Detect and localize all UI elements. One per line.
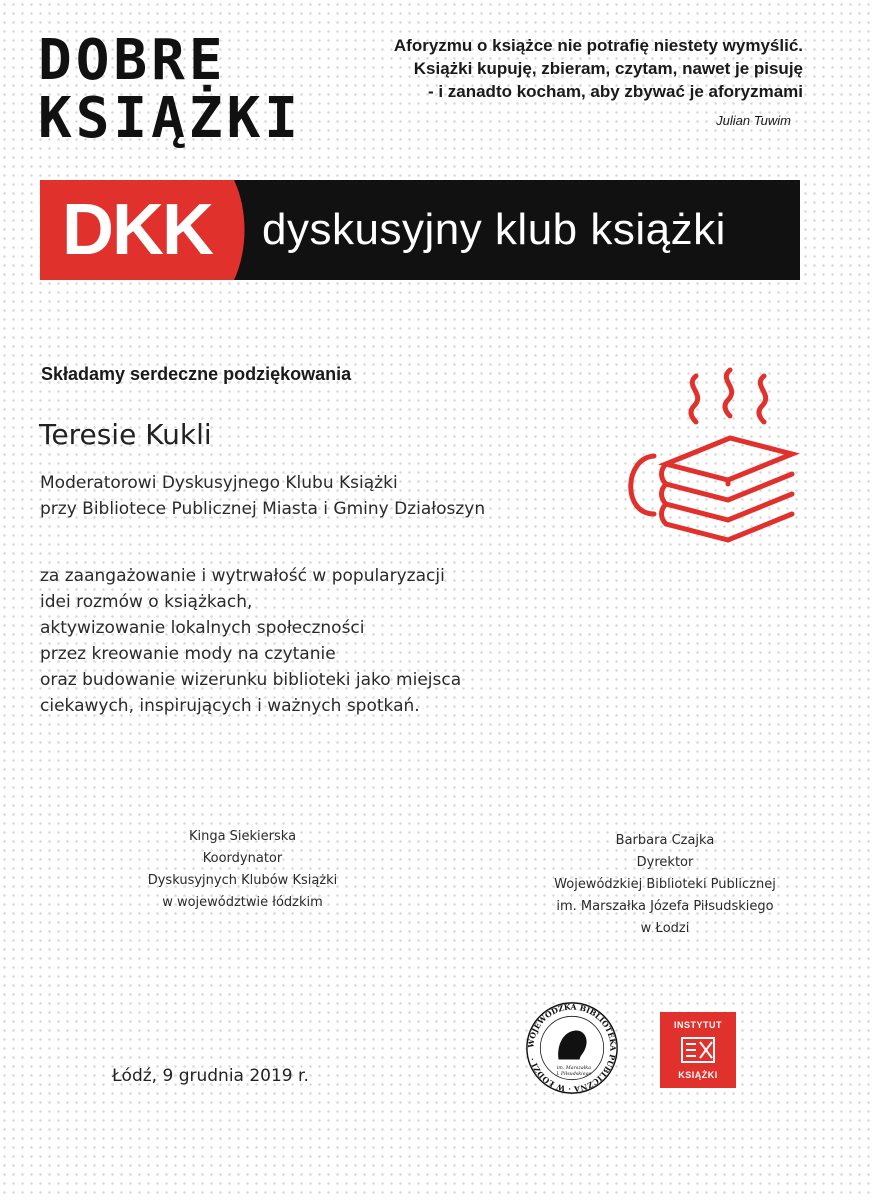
- signature-right-title: Dyrektor: [636, 855, 694, 870]
- quote-line-2: Książki kupuję, zbieram, czytam, nawet je pisuję: [413, 59, 803, 78]
- signature-right-line4: im. Marszałka Józefa Piłsudskiego: [556, 899, 774, 914]
- banner-tagline: dyskusyjny klub książki: [262, 205, 726, 254]
- signature-right-line3: Wojewódzkiej Biblioteki Publicznej: [554, 877, 776, 892]
- merits-line-2: idei rozmów o książkach,: [40, 592, 253, 612]
- merits-line-3: aktywizowanie lokalnych społeczności: [40, 618, 365, 638]
- quote-line-1: Aforyzmu o książce nie potrafię niestety wymyślić.: [393, 36, 803, 55]
- signature-left-line4: w województwie łódzkim: [162, 895, 323, 910]
- dkk-logo-text: DKK: [62, 190, 212, 270]
- dkk-banner: [40, 180, 800, 280]
- institute-line-2: KSIĄŻKI: [678, 1070, 718, 1080]
- signature-right-name: Barbara Czajka: [615, 833, 715, 848]
- signature-left-line3: Dyskusyjnych Klubów Książki: [147, 873, 338, 888]
- merits-line-6: ciekawych, inspirujących i ważnych spotkań.: [40, 696, 420, 716]
- merits-line-1: za zaangażowanie i wytrwałość w popularyzacji: [40, 566, 445, 586]
- signature-left-title: Koordynator: [202, 851, 283, 866]
- signature-right: [520, 830, 810, 940]
- open-book-icon: [680, 1036, 716, 1064]
- signature-left: [100, 826, 385, 914]
- signature-left-name: Kinga Siekierska: [188, 829, 297, 844]
- merits-line-5: oraz budowanie wizerunku biblioteki jako miejsca: [40, 670, 462, 690]
- merits-line-4: przez kreowanie mody na czytanie: [40, 644, 336, 664]
- seal-center-line-1: im. Marszałka: [556, 1066, 592, 1072]
- institute-line-1: INSTYTUT: [674, 1020, 722, 1030]
- quote-block: [333, 34, 803, 132]
- merits-text: [40, 563, 461, 719]
- brand-line-2: KSIĄŻKI: [38, 86, 303, 151]
- role-line-2: przy Bibliotece Publicznej Miasta i Gminy Działoszyn: [40, 499, 486, 519]
- library-seal-logo: [524, 1000, 620, 1096]
- seal-ring-text: WOJEWÓDZKA BIBLIOTEKA PUBLICZNA · W ŁODZI ·: [526, 1002, 618, 1094]
- thanks-heading: Składamy serdeczne podziękowania: [41, 364, 352, 384]
- brand-title: [38, 28, 303, 151]
- recipient-name: Teresie Kukli: [39, 418, 212, 451]
- instytut-ksiazki-logo: [660, 1012, 736, 1088]
- issue-date: Łódź, 9 grudnia 2019 r.: [112, 1066, 309, 1086]
- signature-right-line5: w Łodzi: [640, 921, 690, 936]
- recipient-role: [40, 470, 485, 522]
- quote-line-3: - i zanadto kocham, aby zbywać je aforyzmami: [427, 82, 803, 101]
- quote-author: Julian Tuwim: [716, 113, 791, 128]
- book-stack-mug-icon: [614, 366, 804, 556]
- seal-center-line-2: J. Piłsudskiego: [556, 1071, 592, 1077]
- brand-line-1: DOBRE: [38, 28, 227, 93]
- role-line-1: Moderatorowi Dyskusyjnego Klubu Książki: [40, 473, 398, 493]
